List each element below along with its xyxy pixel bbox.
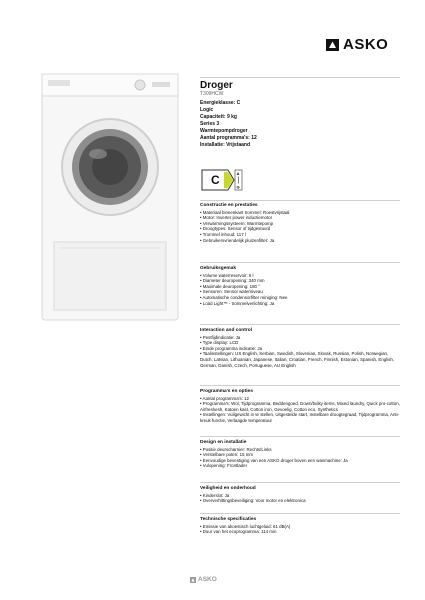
spec-item: • Gebruikersvriendelijk pluizenfilter: Ja (200, 238, 400, 244)
spec-installation: Installatie: Vrijstaand (200, 142, 251, 148)
section-programs (200, 389, 400, 424)
spec-item: • Programma's: Wol, Tijdprogramma, Beddengoed, Down/bulky items, Mixed laundry, Quick pro-cotton, Airfreshesh, Katoen kast, Cotton iron, Gevoelig, Cotton eco, Synthetics (200, 401, 400, 412)
spec-item: • Load Light™ - trommelverlichting: Ja (200, 301, 400, 307)
spec-item: • Trommel inhoud: 117 l (200, 232, 400, 238)
product-title: Droger (200, 80, 233, 91)
energy-class-letter: C (211, 173, 220, 187)
spec-line: Logic (200, 107, 214, 113)
spec-item: • Volume waterreservoir: 6 l (200, 273, 400, 279)
spec-item: • Verstelbare poten: 15 mm (200, 452, 400, 458)
spec-item: • Pestfijdindicatie: Ja (200, 335, 400, 341)
product-image (40, 72, 180, 322)
energy-scale-top: A (236, 171, 240, 176)
section-usability (200, 266, 400, 306)
spec-item: • Taalinstellingen: US English, Serbian, Swedish, Slovenian, Slovak, Russian, Polish, Norwegian, Dutch, Latvian, Lithuanian, Japanese, Italian, Croatian, French, Finnish, Estonian, Spanish, English, German, Danish, Czech, Portuguese, AU English (200, 351, 400, 368)
section-design (200, 440, 400, 469)
brand-name: ASKO (343, 36, 389, 53)
asko-mark-icon (326, 39, 339, 51)
divider (200, 385, 400, 386)
spec-item: • Maximale deuropening: 180 ° (200, 284, 400, 290)
asko-mark-icon (190, 577, 196, 583)
product-model: T309HCW (200, 91, 224, 97)
energy-label (200, 168, 244, 192)
key-specs (200, 100, 257, 149)
spec-item: • Aantal programma's: 12 (200, 396, 400, 402)
section-heading: Interaction and control (200, 328, 252, 333)
spec-energy-class: Energieklasse: C (200, 100, 241, 106)
section-safety (200, 486, 400, 504)
section-heading: Constructie en prestaties (200, 203, 258, 208)
section-heading: Programma's en opties (200, 389, 253, 394)
divider (200, 436, 400, 437)
spec-item: • Vulopening: Frontlader (200, 463, 400, 469)
energy-scale-bottom: G (236, 184, 240, 190)
divider (200, 513, 400, 514)
section-heading: Design en installatie (200, 440, 247, 445)
spec-capacity: Capaciteit: 9 kg (200, 114, 237, 120)
spec-item: • Duur van het ecoprogramma: 114 min (200, 529, 400, 535)
spec-item: • Eenvoudige bevestiging van een ASKO droger boven een wasmachine: Ja (200, 458, 400, 464)
footer-brand-name: ASKO (198, 576, 217, 583)
divider (200, 262, 400, 263)
spec-item: • Positie deurscharnier: Rechts/Links (200, 447, 400, 453)
spec-item: • Sensoren: Sensor waterniveau (200, 289, 400, 295)
section-heading: Gebruiksgemak (200, 266, 236, 271)
spec-item: • Emissie van akoestisch luchtgeluid: 61 dB(A) (200, 524, 400, 530)
spec-item: • Kinderslot: Ja (200, 493, 400, 499)
spec-item: • Diameter deuropening: 340 mm (200, 278, 400, 284)
brand-logo (326, 36, 388, 53)
spec-item: • Automatische condensorfilter reiniging: Nee (200, 295, 400, 301)
section-heading: Veiligheid en onderhoud (200, 486, 256, 491)
divider (200, 482, 400, 483)
divider (200, 200, 400, 201)
spec-item: • Materiaal binnenkant trommel: Roestvrijstaal (200, 210, 400, 216)
spec-item: • Oververhittingsbeveiliging: Voor motor en elektronica (200, 498, 400, 504)
spec-item: • Droogtypes: Sensor of tijdgestuurd (200, 226, 400, 232)
spec-item: • Motor: Inverter power inductiemotor (200, 215, 400, 221)
spec-programs: Aantal programma's: 12 (200, 135, 257, 141)
footer-logo (190, 576, 217, 583)
spec-item: • Type display: LCD (200, 340, 400, 346)
section-technical (200, 517, 400, 535)
spec-item: • Einde programma indicatie: Ja (200, 346, 400, 352)
spec-item: • Instellingen: Vuilgewicht in te stellen, Uitgestelde start, Instelbare droogtegraad, Tijdprogramma, Anti-kreuk functie, Verlaagde temperatuur (200, 412, 400, 423)
section-interaction (200, 328, 400, 368)
spec-type: Warmtepompdroger (200, 128, 248, 134)
section-construction (200, 203, 400, 243)
spec-series: Series 3 (200, 121, 220, 127)
divider (200, 324, 400, 325)
spec-item: • Verwarmingssysteem: Warmtepomp (200, 221, 400, 227)
section-heading: Technische specificaties (200, 517, 257, 522)
divider (200, 77, 400, 78)
